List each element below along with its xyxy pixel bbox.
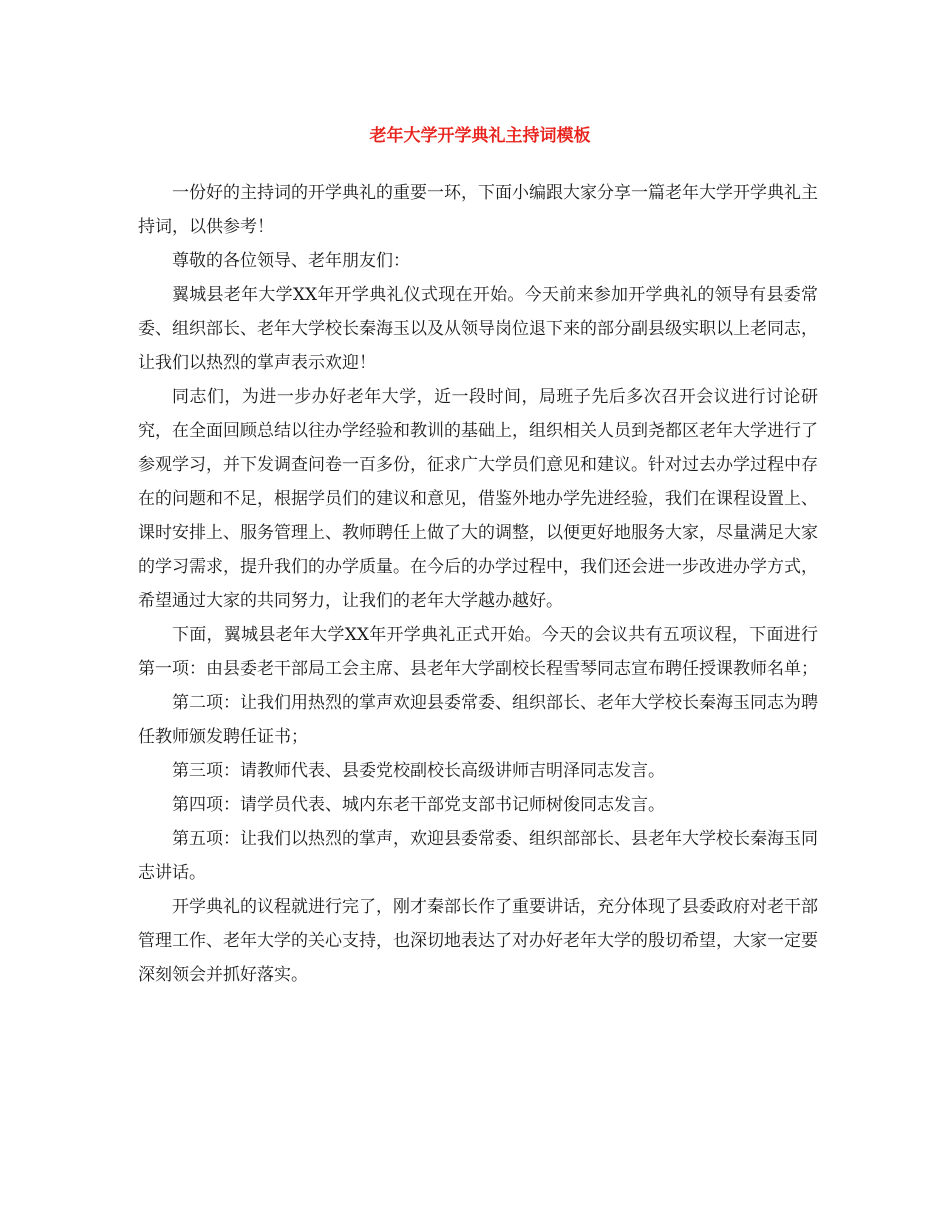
document-body xyxy=(138,176,818,992)
paragraph-agenda-item-3: 第三项：请教师代表、县委党校副校长高级讲师吉明泽同志发言。 xyxy=(172,761,665,781)
paragraph-opening: 翼城县老年大学XX年开学典礼仪式现在开始。今天前来参加开学典礼的领导有县委常委、组织部长、老年大学校长秦海玉以及从领导岗位退下来的部分副县级实职以上老同志，让我们以热烈的掌声表示欢迎！ xyxy=(138,285,818,373)
paragraph-intro: 一份好的主持词的开学典礼的重要一环，下面小编跟大家分享一篇老年大学开学典礼主持词，以供参考！ xyxy=(138,183,818,237)
paragraph-review: 同志们，为进一步办好老年大学，近一段时间，局班子先后多次召开会议进行讨论研究，在全面回顾总结以往办学经验和教训的基础上，组织相关人员到尧都区老年大学进行了参观学习，并下发调查问卷一百多份，征求广大学员们意见和建议。针对过去办学过程中存在的问题和不足，根据学员们的建议和意见，借鉴外地办学先进经验，我们在课程设置上、课时安排上、服务管理上、教师聘任上做了大的调整，以便更好地服务大家，尽量满足大家的学习需求，提升我们的办学质量。在今后的办学过程中，我们还会进一步改进办学方式，希望通过大家的共同努力，让我们的老年大学越办越好。 xyxy=(138,387,818,611)
paragraph-agenda-item-1: 下面，翼城县老年大学XX年开学典礼正式开始。今天的会议共有五项议程，下面进行第一项：由县委老干部局工会主席、县老年大学副校长程雪琴同志宣布聘任授课教师名单； xyxy=(138,625,818,679)
paragraph-agenda-item-5: 第五项：让我们以热烈的掌声，欢迎县委常委、组织部部长、县老年大学校长秦海玉同志讲话。 xyxy=(138,829,818,883)
paragraph-salutation: 尊敬的各位领导、老年朋友们： xyxy=(172,251,410,271)
paragraph-closing: 开学典礼的议程就进行完了，刚才秦部长作了重要讲话，充分体现了县委政府对老干部管理工作、老年大学的关心支持，也深切地表达了对办好老年大学的殷切希望，大家一定要深刻领会并抓好落实。 xyxy=(138,897,818,985)
document-title: 老年大学开学典礼主持词模板 xyxy=(369,126,591,146)
paragraph-agenda-item-4: 第四项：请学员代表、城内东老干部党支部书记师树俊同志发言。 xyxy=(172,795,665,815)
paragraph-agenda-item-2: 第二项：让我们用热烈的掌声欢迎县委常委、组织部长、老年大学校长秦海玉同志为聘任教师颁发聘任证书； xyxy=(138,693,818,747)
